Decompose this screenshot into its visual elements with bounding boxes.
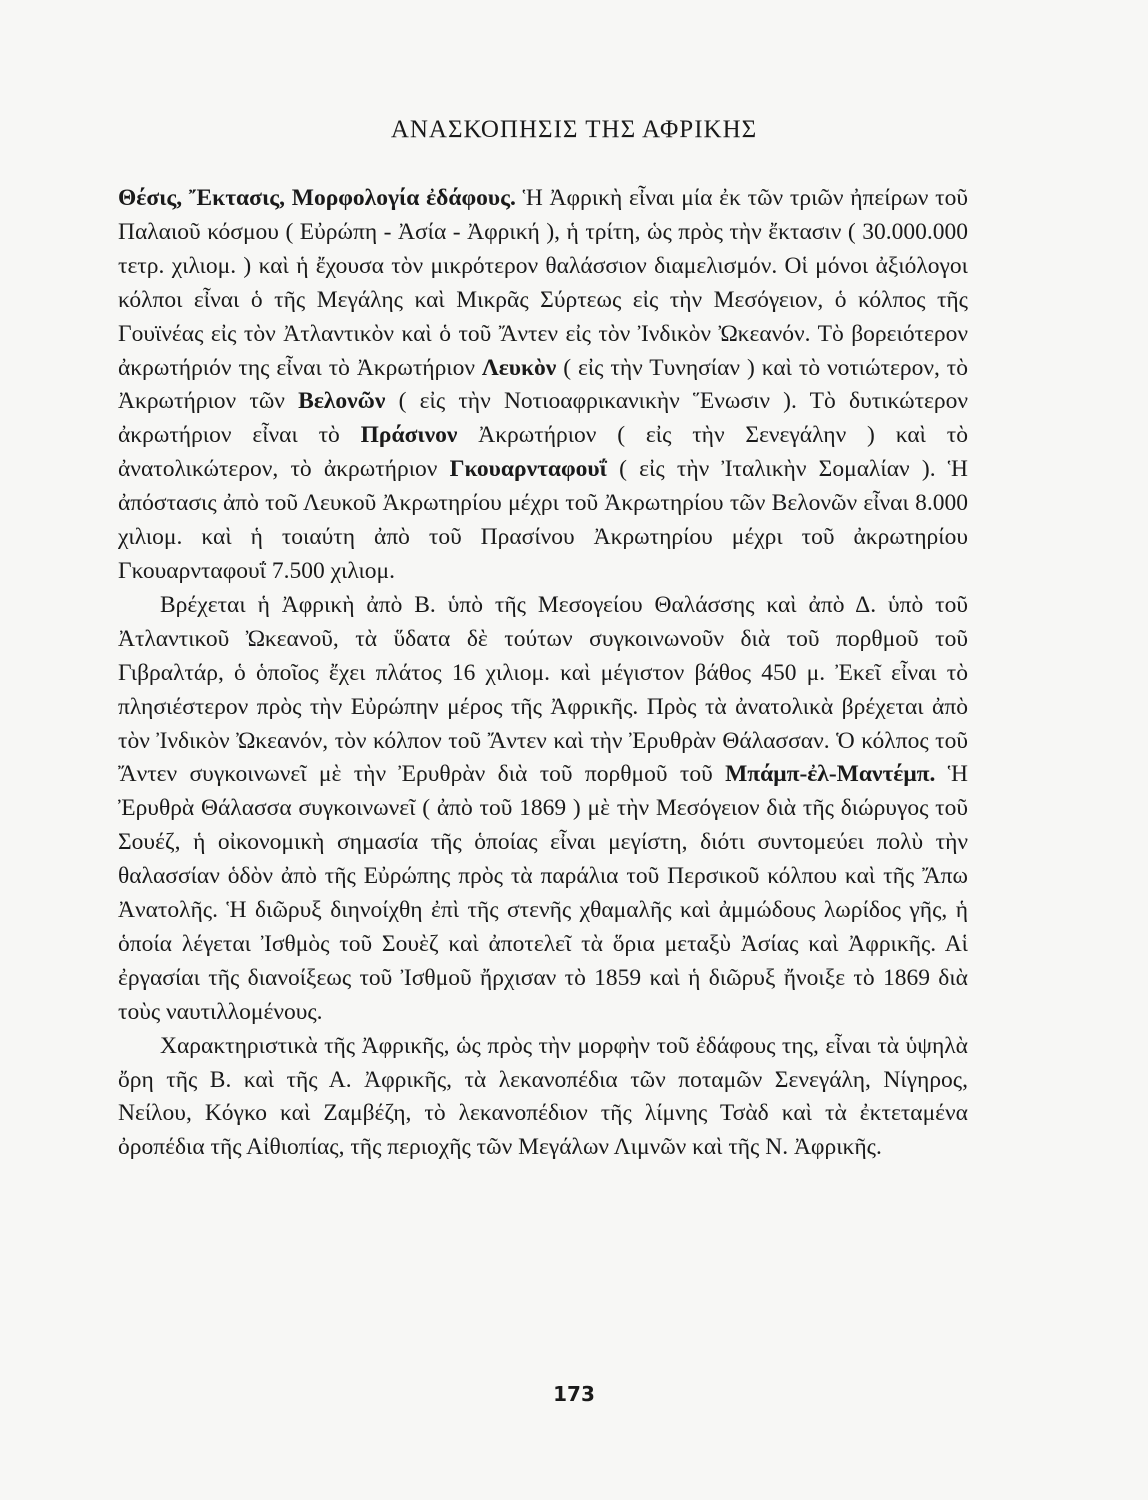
- bold-term: Γκουαρνταφουΐ: [449, 456, 607, 483]
- bold-term: Λευκὸν: [481, 354, 557, 381]
- paragraph-text: Ἀκρωτήριον ( εἰς τὴν Σενεγάλην ) καὶ τὸ ἀνατολικώτερον, τὸ ἀκρωτήριον: [118, 422, 968, 483]
- paragraph-text: Βρέχεται ἡ Ἀφρικὴ ἀπὸ Β. ὑπὸ τῆς Μεσογείου Θαλάσσης καὶ ἀπὸ Δ. ὑπὸ τοῦ Ἀτλαντικοῦ Ὠκεανοῦ, τὰ ὕδατα δὲ τούτων συγκοινωνοῦν διὰ τοῦ πορθμοῦ τοῦ Γιβραλτάρ, ὁ ὁποῖος ἔχει πλάτος 16 χιλιομ. καὶ μέγιστον βάθος 450 μ. Ἐκεῖ εἶναι τὸ πλησιέστερον πρὸς τὴν Εὐρώπην μέρος τῆς Ἀφρικῆς. Πρὸς τὰ ἀνατολικὰ βρέχεται ἀπὸ τὸν Ἰνδικὸν Ὠκεανόν, τὸν κόλπον τοῦ Ἄντεν καὶ τὴν Ἐρυθρὰν Θάλασσαν. Ὁ κόλπος τοῦ Ἄντεν συγκοινωνεῖ μὲ τὴν Ἐρυθρὰν διὰ τοῦ πορθμοῦ τοῦ: [118, 591, 968, 788]
- paragraph-1: [118, 182, 968, 589]
- section-heading: Θέσις, Ἔκτασις, Μορφολογία ἐδάφους.: [118, 185, 516, 211]
- paragraph-text: ( εἰς τὴν Τυνησίαν ) καὶ τὸ νοτιώτερον, τὸ Ἀκρωτήριον τῶν: [118, 354, 968, 415]
- body-text: [118, 182, 968, 1165]
- bold-term: Μπάμπ-ἐλ-Μαντέμπ.: [725, 761, 936, 788]
- bold-term: Βελονῶν: [298, 388, 386, 415]
- paragraph-text: ( εἰς τὴν Ἰταλικὴν Σομαλίαν ). Ἡ ἀπόστασις ἀπὸ τοῦ Λευκοῦ Ἀκρωτηρίου μέχρι τοῦ Ἀκρωτηρίου τῶν Βελονῶν εἶναι 8.000 χιλιομ. καὶ ἡ τοιαύτη ἀπὸ τοῦ Πρασίνου Ἀκρωτηρίου μέχρι τοῦ ἀκρωτηρίου Γκουαρνταφουΐ 7.500 χιλιομ.: [118, 456, 968, 584]
- paragraph-text: ( εἰς τὴν Νοτιοαφρικανικὴν Ἕνωσιν ). Τὸ δυτικώτερον ἀκρωτήριον εἶναι τὸ: [118, 388, 969, 449]
- paragraph-text: Ἡ Ἀφρικὴ εἶναι μία ἐκ τῶν τριῶν ἠπείρων τοῦ Παλαιοῦ κόσμου ( Εὐρώπη - Ἀσία - Ἀφρική ), ἡ τρίτη, ὡς πρὸς τὴν ἔκτασιν ( 30.000.000 τετρ. χιλιομ. ) καὶ ἡ ἔχουσα τὸν μικρότερον θαλάσσιον διαμελισμόν. Οἱ μόνοι ἀξιόλογοι κόλποι εἶναι ὁ τῆς Μεγάλης καὶ Μικρᾶς Σύρτεως εἰς τὴν Μεσόγειον, ὁ κόλπος τῆς Γουϊνέας εἰς τὸν Ἀτλαντικὸν καὶ ὁ τοῦ Ἄντεν εἰς τὸν Ἰνδικὸν Ὠκεανόν. Τὸ βορειότερον ἀκρωτήριόν της εἶναι τὸ Ἀκρωτήριον: [118, 185, 968, 381]
- paragraph-3: [118, 1030, 968, 1166]
- bold-term: Πράσινον: [360, 422, 458, 449]
- paragraph-2: [118, 589, 968, 1030]
- chapter-title: ΑΝΑΣΚΟΠΗΣΙΣ ΤΗΣ ΑΦΡΙΚΗΣ: [390, 116, 758, 143]
- page-number: 173: [553, 1382, 595, 1406]
- paragraph-text: Ἡ Ἐρυθρὰ Θάλασσα συγκοινωνεῖ ( ἀπὸ τοῦ 1869 ) μὲ τὴν Μεσόγειον διὰ τῆς διώρυγος τοῦ Σουέζ, ἡ οἰκονομικὴ σημασία τῆς ὁποίας εἶναι μεγίστη, διότι συντομεύει πολὺ τὴν θαλασσίαν ὁδὸν ἀπὸ τῆς Εὐρώπης πρὸς τὰ παράλια τοῦ Περσικοῦ κόλπου καὶ τῆς Ἄπω Ἀνατολῆς. Ἡ διῶρυξ διηνοίχθη ἐπὶ τῆς στενῆς χθαμαλῆς καὶ ἀμμώδους λωρίδος γῆς, ἡ ὁποία λέγεται Ἰσθμὸς τοῦ Σουὲζ καὶ ἀποτελεῖ τὰ ὅρια μεταξὺ Ἀσίας καὶ Ἀφρικῆς. Αἱ ἐργασίαι τῆς διανοίξεως τοῦ Ἰσθμοῦ ἤρχισαν τὸ 1859 καὶ ἡ διῶρυξ ἤνοιξε τὸ 1869 διὰ τοὺς ναυτιλλομένους.: [118, 761, 968, 1025]
- paragraph-text: Χαρακτηριστικὰ τῆς Ἀφρικῆς, ὡς πρὸς τὴν μορφὴν τοῦ ἐδάφους της, εἶναι τὰ ὑψηλὰ ὄρη τῆς Β. καὶ τῆς Α. Ἀφρικῆς, τὰ λεκανοπέδια τῶν ποταμῶν Σενεγάλη, Νίγηρος, Νείλου, Κόγκο καὶ Ζαμβέζη, τὸ λεκανοπέδιον τῆς λίμνης Τσὰδ καὶ τὰ ἐκτεταμένα ὀροπέδια τῆς Αἰθιοπίας, τῆς περιοχῆς τῶν Μεγάλων Λιμνῶν καὶ τῆς Ν. Ἀφρικῆς.: [118, 1032, 968, 1161]
